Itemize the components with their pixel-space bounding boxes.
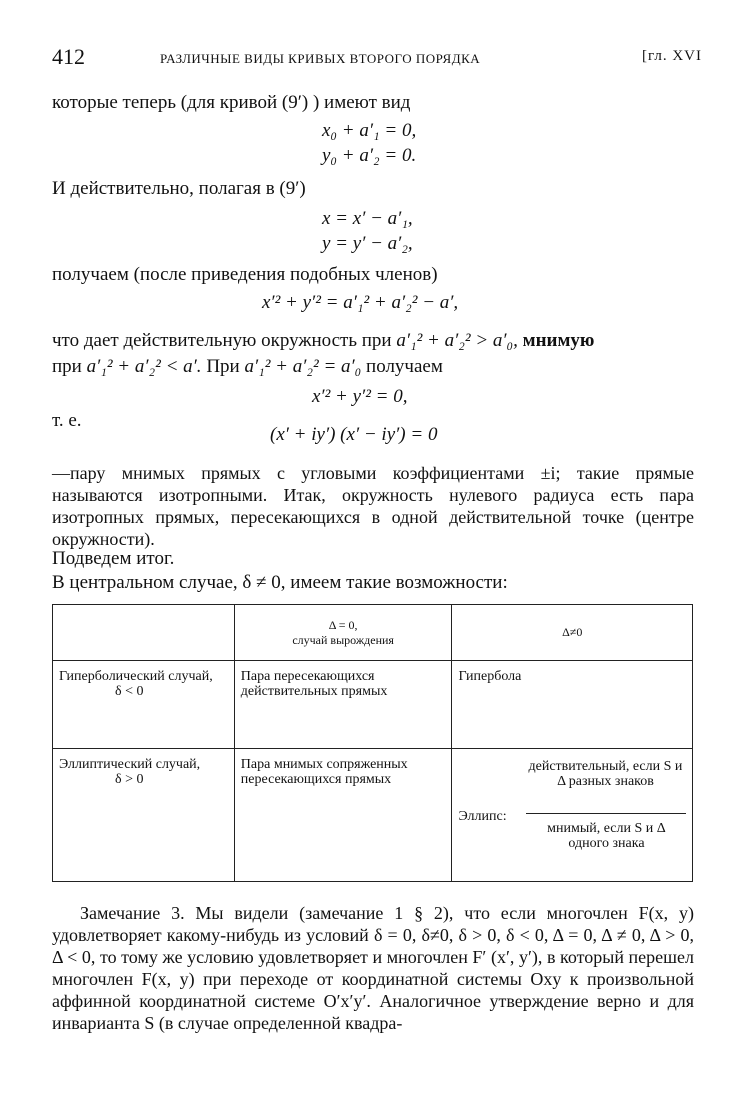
text-line: И действительно, полагая в (9′) xyxy=(52,178,306,199)
table-cell-empty xyxy=(53,605,235,661)
text-line: которые теперь (для кривой (9′) ) имеют вид xyxy=(52,92,411,113)
text-line xyxy=(52,356,443,378)
equation: x₀ + a′₁ = 0, xyxy=(322,120,417,141)
equation: y = y′ − a′₂, xyxy=(322,233,413,254)
equation: x′² + y′² = a′₁² + a′₂² − a′, xyxy=(262,292,459,313)
running-title: РАЗЛИЧНЫЕ ВИДЫ КРИВЫХ ВТОРОГО ПОРЯДКА xyxy=(160,51,481,66)
text-line: В центральном случае, δ ≠ 0, имеем такие возможности: xyxy=(52,572,508,593)
table-row xyxy=(53,661,693,749)
equation: y₀ + a′₂ = 0. xyxy=(322,145,417,166)
equation: x = x′ − a′₁, xyxy=(322,208,413,229)
text-line: т. е. xyxy=(52,410,82,431)
case-label: Эллиптический случай, xyxy=(59,757,201,772)
inline-math: a′₁² + a′₂² = a′₀ xyxy=(244,356,362,377)
table-cell xyxy=(53,749,235,882)
page-header xyxy=(52,44,702,74)
header-text: случай вырождения xyxy=(292,632,394,647)
text-fragment: При xyxy=(206,356,240,377)
text-fragment: при xyxy=(52,356,82,377)
paragraph: —пару мнимых прямых с угловыми коэффициентами ±i; такие прямые называются изотропными. Итак, окружность нулевого радиуса есть пара изотропных прямых, пересекающихся в одной действительной точке (центре окружности). xyxy=(52,463,694,549)
equation: x′² + y′² = 0, xyxy=(312,386,408,407)
ellipse-cases xyxy=(452,749,692,881)
table-row xyxy=(53,749,693,882)
inline-math: a′₁² + a′₂² < a′. xyxy=(86,356,202,377)
table-cell: Гипербола xyxy=(452,661,693,749)
spacer xyxy=(526,753,686,754)
text-fragment: что дает действительную окружность при xyxy=(52,330,392,351)
case-condition: δ < 0 xyxy=(115,684,144,699)
real-ellipse-condition: действительный, если S и Δ разных знаков xyxy=(528,759,683,789)
page-number: 412 xyxy=(52,44,85,69)
table-header-row xyxy=(53,605,693,661)
table-cell xyxy=(53,661,235,749)
imaginary-ellipse-condition: мнимый, если S и Δ одного знака xyxy=(547,821,666,851)
text-fragment: получаем xyxy=(366,356,443,377)
table-cell: Пара пересекающихся действительных прямых xyxy=(234,661,452,749)
chapter-label: [гл. XVI xyxy=(641,48,702,64)
text-fragment: мнимую xyxy=(522,330,595,351)
text-line: Подведем итог. xyxy=(52,548,175,569)
text-line xyxy=(52,330,594,352)
ellipse-label: Эллипс: xyxy=(458,809,507,824)
equation: (x′ + iy′) (x′ − iy′) = 0 xyxy=(270,424,438,445)
header-text: Δ = 0, xyxy=(328,617,358,632)
summary-table xyxy=(52,604,693,882)
table-cell xyxy=(452,749,693,882)
case-label: Гиперболический случай, xyxy=(59,669,213,684)
text-line: получаем (после приведения подобных членов) xyxy=(52,264,438,285)
table-cell: Пара мнимых сопряженных пересекающихся прямых xyxy=(234,749,452,882)
table-header-cell xyxy=(234,605,452,661)
inline-math: a′₁² + a′₂² > a′₀, xyxy=(396,330,518,351)
divider-line xyxy=(526,813,686,814)
case-condition: δ > 0 xyxy=(115,772,144,787)
remark-paragraph: Замечание 3. Мы видели (замечание 1 § 2), что если многочлен F(x, y) удовлетворяет какому-нибудь из условий δ = 0, δ≠0, δ > 0, δ < 0, Δ = 0, Δ ≠ 0, Δ > 0, Δ < 0, то тому же условию удовлетворяет и многочлен F′ (x′, y′), в который перешел многочлен F(x, y) при переходе от координатной системы Oxy к произвольной аффинной координатной системе O′x′y′. Аналогичное утверждение верно и для инварианта S (в случае определенной квадра- xyxy=(52,903,694,1033)
table-header-cell: Δ≠0 xyxy=(452,605,693,661)
